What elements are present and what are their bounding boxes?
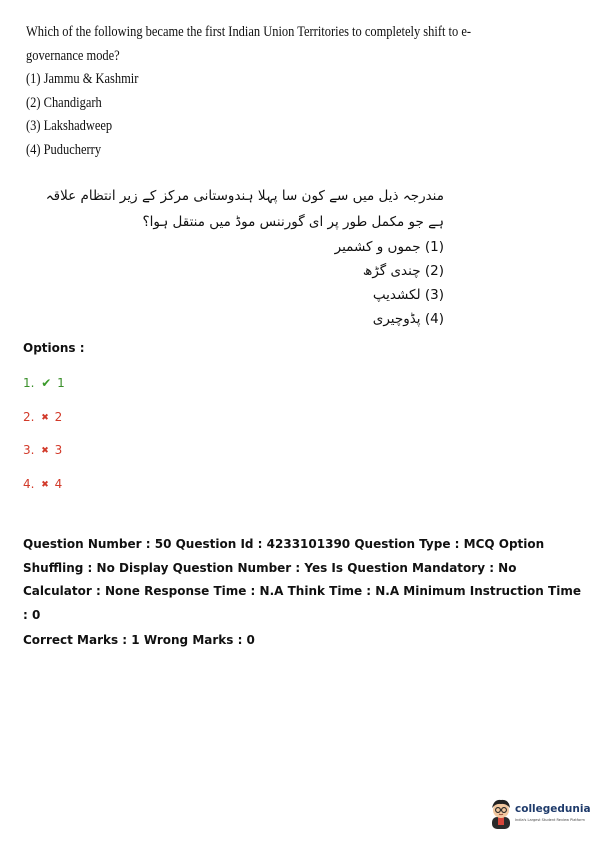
- option-value: 4: [54, 477, 63, 491]
- question-urdu: [26, 183, 444, 331]
- option-row-4: [23, 477, 62, 491]
- options-label: Options :: [23, 341, 85, 355]
- option-value: 3: [54, 443, 63, 457]
- question-option-4: (4) Puducherry: [26, 140, 102, 158]
- cross-icon: ✖: [41, 480, 49, 490]
- option-row-3: [23, 443, 62, 457]
- option-number: 1.: [23, 376, 35, 390]
- question-details: Question Number : 50 Question Id : 4233101390 Question Type : MCQ Option Shuffling : No Display Question Number : Yes Is Question Mandatory : No Calculator : None Response Time : N.A Think Time : N.A Minimum Instruction Time : 0: [23, 537, 581, 622]
- option-value: 2: [54, 410, 63, 424]
- cross-icon: ✖: [41, 413, 49, 423]
- question-meta: [23, 533, 583, 653]
- option-number: 2.: [23, 410, 35, 424]
- option-row-2: [23, 410, 62, 424]
- question-stem-line-1: Which of the following became the first Indian Union Territories to completely shift to e-: [26, 23, 472, 40]
- question-urdu-stem: مندرجہ ذیل میں سے کون سا پہلا ہندوستانی مرکز کے زیر انتظام علاقہ ہے جو مکمل طور پر ای گورننس موڈ میں منتقل ہوا؟: [45, 188, 444, 230]
- question-urdu-option-2: (2) چندی گڑھ: [362, 263, 444, 279]
- collegedunia-logo: [488, 797, 591, 831]
- option-row-1: [23, 376, 65, 390]
- option-number: 3.: [23, 443, 35, 457]
- option-number: 4.: [23, 477, 35, 491]
- option-value: 1: [57, 376, 65, 390]
- question-marks: Correct Marks : 1 Wrong Marks : 0: [23, 633, 255, 647]
- logo-name: collegedunia: [515, 803, 591, 815]
- logo-tagline: India's Largest Student Review Platform: [515, 818, 585, 822]
- question-stem-line-2: governance mode?: [26, 46, 120, 64]
- student-avatar-icon: [488, 797, 514, 829]
- question-urdu-option-1: (1) جموں و کشمیر: [334, 239, 444, 255]
- question-option-3: (3) Lakshadweep: [26, 117, 113, 134]
- question-option-1: (1) Jammu & Kashmir: [26, 70, 139, 87]
- question-urdu-option-4: (4) پڈوچیری: [372, 311, 444, 327]
- question-option-2: (2) Chandigarh: [26, 93, 102, 111]
- check-icon: ✔: [41, 376, 52, 390]
- question-english: [26, 20, 472, 161]
- question-urdu-option-3: (3) لکشدیپ: [372, 287, 444, 303]
- cross-icon: ✖: [41, 446, 49, 456]
